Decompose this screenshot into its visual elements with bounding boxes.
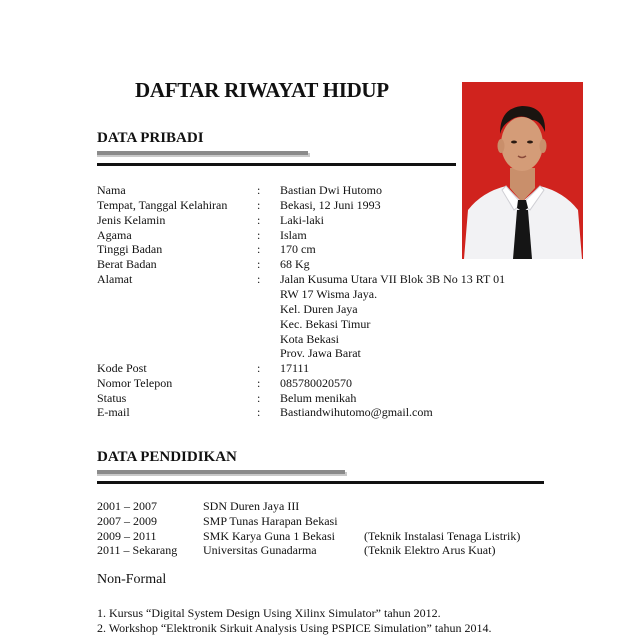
education-major: (Teknik Instalasi Tenaga Listrik) (364, 529, 521, 543)
profile-photo (462, 82, 583, 259)
section-divider-gray (97, 151, 308, 155)
field-colon: : (257, 405, 261, 419)
section-divider (97, 481, 544, 484)
section-divider-gray (97, 470, 345, 474)
field-value: Bastian Dwi Hutomo (280, 183, 382, 197)
address-line-text: Kota Bekasi (280, 332, 339, 346)
field-label: Status (97, 391, 127, 405)
field-label: Kode Post (97, 361, 147, 375)
field-value: 170 cm (280, 242, 316, 256)
field-colon: : (257, 361, 261, 375)
education-major: (Teknik Elektro Arus Kuat) (364, 543, 496, 557)
education-heading: DATA PENDIDIKAN (97, 449, 237, 465)
education-school: Universitas Gunadarma (203, 543, 317, 557)
field-colon: : (257, 391, 261, 405)
field-label: Alamat (97, 272, 133, 286)
address-line-text: Kel. Duren Jaya (280, 302, 358, 316)
field-colon: : (257, 198, 261, 212)
field-value: Bastiandwihutomo@gmail.com (280, 405, 433, 419)
field-value: 68 Kg (280, 257, 310, 271)
field-label: Jenis Kelamin (97, 213, 166, 227)
personal-data-heading: DATA PRIBADI (97, 130, 204, 146)
field-colon: : (257, 257, 261, 271)
person-photo-icon (462, 82, 583, 259)
field-label: Berat Badan (97, 257, 157, 271)
field-colon: : (257, 242, 261, 256)
address-line-text: RW 17 Wisma Jaya. (280, 287, 378, 301)
field-value: Jalan Kusuma Utara VII Blok 3B No 13 RT 01 (280, 272, 506, 286)
education-period: 2001 – 2007 (97, 499, 157, 513)
nonformal-item: 2. Workshop “Elektronik Sirkuit Analysis Using PSPICE Simulation” tahun 2014. (97, 621, 492, 635)
field-colon: : (257, 228, 261, 242)
address-line-text: Kec. Bekasi Timur (280, 317, 371, 331)
field-label: E-mail (97, 405, 130, 419)
field-value: Laki-laki (280, 213, 324, 227)
field-value: Islam (280, 228, 307, 242)
field-label: Nomor Telepon (97, 376, 173, 390)
education-school: SMP Tunas Harapan Bekasi (203, 514, 338, 528)
field-value: Bekasi, 12 Juni 1993 (280, 198, 381, 212)
education-period: 2009 – 2011 (97, 529, 157, 543)
field-colon: : (257, 272, 261, 286)
education-period: 2011 – Sekarang (97, 543, 178, 557)
field-label: Nama (97, 183, 126, 197)
education-period: 2007 – 2009 (97, 514, 157, 528)
field-label: Tempat, Tanggal Kelahiran (97, 198, 228, 212)
education-school: SMK Karya Guna 1 Bekasi (203, 529, 335, 543)
field-colon: : (257, 213, 261, 227)
field-value: 085780020570 (280, 376, 352, 390)
field-label: Tinggi Badan (97, 242, 163, 256)
field-value: Belum menikah (280, 391, 357, 405)
document-title: DAFTAR RIWAYAT HIDUP (135, 78, 389, 102)
education-school: SDN Duren Jaya III (203, 499, 300, 513)
field-value: 17111 (280, 361, 310, 375)
address-line-text: Prov. Jawa Barat (280, 346, 361, 360)
field-colon: : (257, 183, 261, 197)
nonformal-heading: Non-Formal (97, 572, 167, 587)
nonformal-item: 1. Kursus “Digital System Design Using Xilinx Simulator” tahun 2012. (97, 606, 441, 620)
field-colon: : (257, 376, 261, 390)
field-label: Agama (97, 228, 132, 242)
section-divider (97, 163, 456, 166)
